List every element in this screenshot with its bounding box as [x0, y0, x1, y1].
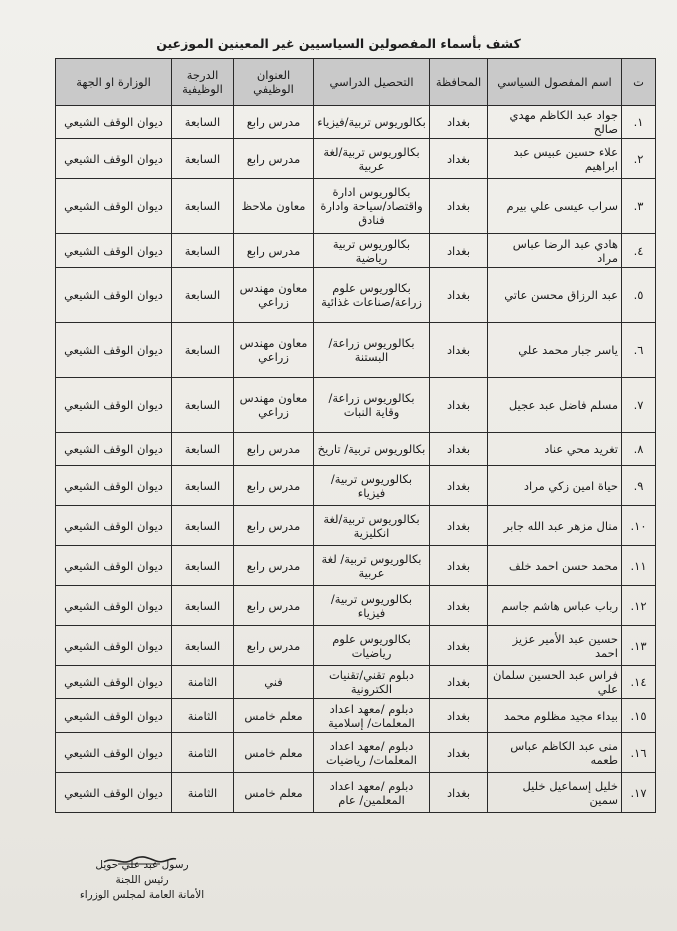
row-number: ١.: [622, 106, 656, 139]
table-row: [56, 466, 656, 506]
header-education: التحصيل الدراسي: [314, 59, 430, 106]
row-number: ٥.: [622, 268, 656, 323]
education-cell: بكالوريوس تربية/لغة انكليزية: [314, 506, 430, 546]
job-title-cell: معاون مهندس زراعي: [234, 323, 314, 378]
signatory-role: رئيس اللجنة: [115, 874, 169, 886]
job-title-cell: مدرس رابع: [234, 433, 314, 466]
table-row: [56, 773, 656, 813]
education-cell: بكالوريوس زراعة/ البستنة: [314, 323, 430, 378]
person-name: حسين عبد الأمير عزيز احمد: [488, 626, 622, 666]
governorate-cell: بغداد: [430, 586, 488, 626]
person-name: جواد عبد الكاظم مهدي صالح: [488, 106, 622, 139]
row-number: ١٠.: [622, 506, 656, 546]
ministry-cell: ديوان الوقف الشيعي: [56, 546, 172, 586]
governorate-cell: بغداد: [430, 433, 488, 466]
person-name: عبد الرزاق محسن عاتي: [488, 268, 622, 323]
signatory-name: رسول عبد علي حويل: [95, 859, 189, 871]
ministry-cell: ديوان الوقف الشيعي: [56, 586, 172, 626]
row-number: ١٦.: [622, 733, 656, 773]
row-number: ٦.: [622, 323, 656, 378]
table-row: [56, 506, 656, 546]
grade-cell: السابعة: [172, 106, 234, 139]
person-name: خليل إسماعيل خليل سمين: [488, 773, 622, 813]
governorate-cell: بغداد: [430, 139, 488, 179]
grade-cell: السابعة: [172, 506, 234, 546]
governorate-cell: بغداد: [430, 179, 488, 234]
row-number: ١٤.: [622, 666, 656, 699]
job-title-cell: معاون مهندس زراعي: [234, 268, 314, 323]
person-name: ياسر جبار محمد علي: [488, 323, 622, 378]
table-row: [56, 378, 656, 433]
grade-cell: السابعة: [172, 433, 234, 466]
table-row: [56, 139, 656, 179]
governorate-cell: بغداد: [430, 378, 488, 433]
grade-cell: السابعة: [172, 179, 234, 234]
job-title-cell: مدرس رابع: [234, 139, 314, 179]
job-title-cell: معاون ملاحظ: [234, 179, 314, 234]
roster-table: [55, 58, 656, 813]
education-cell: دبلوم /معهد اعداد المعلمات/ رياضيات: [314, 733, 430, 773]
grade-cell: الثامنة: [172, 733, 234, 773]
grade-cell: السابعة: [172, 234, 234, 268]
job-title-cell: مدرس رابع: [234, 586, 314, 626]
header-job-title: العنوان الوظيفي: [234, 59, 314, 106]
signature-block: [62, 858, 222, 903]
ministry-cell: ديوان الوقف الشيعي: [56, 506, 172, 546]
table-row: [56, 179, 656, 234]
grade-cell: السابعة: [172, 268, 234, 323]
governorate-cell: بغداد: [430, 666, 488, 699]
table-row: [56, 733, 656, 773]
person-name: علاء حسين عبيس عبد ابراهيم: [488, 139, 622, 179]
education-cell: بكالوريوس علوم زراعة/صناعات غذائية: [314, 268, 430, 323]
job-title-cell: معلم خامس: [234, 773, 314, 813]
governorate-cell: بغداد: [430, 466, 488, 506]
table-row: [56, 323, 656, 378]
education-cell: بكالوريوس زراعة/وقاية النبات: [314, 378, 430, 433]
header-governorate: المحافظة: [430, 59, 488, 106]
row-number: ١٧.: [622, 773, 656, 813]
education-cell: بكالوريوس تربية/فيزياء: [314, 106, 430, 139]
person-name: مسلم فاضل عبد عجيل: [488, 378, 622, 433]
ministry-cell: ديوان الوقف الشيعي: [56, 433, 172, 466]
ministry-cell: ديوان الوقف الشيعي: [56, 268, 172, 323]
job-title-cell: مدرس رابع: [234, 106, 314, 139]
row-number: ٣.: [622, 179, 656, 234]
job-title-cell: معاون مهندس زراعي: [234, 378, 314, 433]
governorate-cell: بغداد: [430, 234, 488, 268]
person-name: منى عبد الكاظم عباس طعمه: [488, 733, 622, 773]
person-name: سراب عيسى علي بيرم: [488, 179, 622, 234]
education-cell: بكالوريوس ادارة واقتصاد/سياحة وادارة فنادق: [314, 179, 430, 234]
governorate-cell: بغداد: [430, 323, 488, 378]
person-name: حياة امين زكي مراد: [488, 466, 622, 506]
header-grade: الدرجة الوظيفية: [172, 59, 234, 106]
grade-cell: السابعة: [172, 323, 234, 378]
table-row: [56, 234, 656, 268]
job-title-cell: مدرس رابع: [234, 466, 314, 506]
row-number: ٧.: [622, 378, 656, 433]
row-number: ١٥.: [622, 699, 656, 733]
person-name: هادي عبد الرضا عباس مراد: [488, 234, 622, 268]
row-number: ١٣.: [622, 626, 656, 666]
education-cell: دبلوم /معهد اعداد المعلمات/ إسلامية: [314, 699, 430, 733]
grade-cell: الثامنة: [172, 666, 234, 699]
person-name: رباب عباس هاشم جاسم: [488, 586, 622, 626]
education-cell: بكالوريوس تربية/لغة عربية: [314, 139, 430, 179]
row-number: ٢.: [622, 139, 656, 179]
row-number: ٩.: [622, 466, 656, 506]
row-number: ١١.: [622, 546, 656, 586]
education-cell: بكالوريوس تربية/ فيزياء: [314, 466, 430, 506]
table-row: [56, 626, 656, 666]
grade-cell: الثامنة: [172, 773, 234, 813]
table-row: [56, 666, 656, 699]
grade-cell: السابعة: [172, 139, 234, 179]
ministry-cell: ديوان الوقف الشيعي: [56, 106, 172, 139]
ministry-cell: ديوان الوقف الشيعي: [56, 234, 172, 268]
header-name: اسم المفصول السياسي: [488, 59, 622, 106]
ministry-cell: ديوان الوقف الشيعي: [56, 699, 172, 733]
table-row: [56, 268, 656, 323]
education-cell: بكالوريوس تربية/ فيزياء: [314, 586, 430, 626]
job-title-cell: مدرس رابع: [234, 506, 314, 546]
job-title-cell: معلم خامس: [234, 699, 314, 733]
person-name: منال مزهر عبد الله جابر: [488, 506, 622, 546]
governorate-cell: بغداد: [430, 733, 488, 773]
row-number: ٤.: [622, 234, 656, 268]
grade-cell: السابعة: [172, 626, 234, 666]
job-title-cell: مدرس رابع: [234, 626, 314, 666]
education-cell: دبلوم تقني/تقنيات الكترونية: [314, 666, 430, 699]
header-no: ت: [622, 59, 656, 106]
person-name: بيداء مجيد مظلوم محمد: [488, 699, 622, 733]
governorate-cell: بغداد: [430, 546, 488, 586]
governorate-cell: بغداد: [430, 699, 488, 733]
document-title: كشف بأسماء المفصولين السياسيين غير المعينين الموزعين: [156, 36, 521, 51]
grade-cell: السابعة: [172, 466, 234, 506]
ministry-cell: ديوان الوقف الشيعي: [56, 773, 172, 813]
row-number: ١٢.: [622, 586, 656, 626]
row-number: ٨.: [622, 433, 656, 466]
job-title-cell: فني: [234, 666, 314, 699]
job-title-cell: معلم خامس: [234, 733, 314, 773]
person-name: محمد حسن احمد خلف: [488, 546, 622, 586]
roster-body: [56, 106, 656, 813]
ministry-cell: ديوان الوقف الشيعي: [56, 179, 172, 234]
table-row: [56, 699, 656, 733]
education-cell: بكالوريوس علوم رياضيات: [314, 626, 430, 666]
organization-name: الأمانة العامة لمجلس الوزراء: [79, 889, 205, 901]
education-cell: بكالوريوس تربية/ لغة عربية: [314, 546, 430, 586]
grade-cell: السابعة: [172, 546, 234, 586]
governorate-cell: بغداد: [430, 268, 488, 323]
governorate-cell: بغداد: [430, 106, 488, 139]
ministry-cell: ديوان الوقف الشيعي: [56, 666, 172, 699]
job-title-cell: مدرس رابع: [234, 546, 314, 586]
grade-cell: السابعة: [172, 586, 234, 626]
table-header-row: [56, 59, 656, 106]
ministry-cell: ديوان الوقف الشيعي: [56, 139, 172, 179]
education-cell: بكالوريوس تربية/ تاريخ: [314, 433, 430, 466]
ministry-cell: ديوان الوقف الشيعي: [56, 733, 172, 773]
education-cell: بكالوريوس تربية رياضية: [314, 234, 430, 268]
table-row: [56, 106, 656, 139]
ministry-cell: ديوان الوقف الشيعي: [56, 626, 172, 666]
ministry-cell: ديوان الوقف الشيعي: [56, 378, 172, 433]
grade-cell: الثامنة: [172, 699, 234, 733]
person-name: تغريد محي عناد: [488, 433, 622, 466]
education-cell: دبلوم /معهد اعداد المعلمين/ عام: [314, 773, 430, 813]
person-name: فراس عبد الحسين سلمان علي: [488, 666, 622, 699]
ministry-cell: ديوان الوقف الشيعي: [56, 466, 172, 506]
table-row: [56, 546, 656, 586]
job-title-cell: مدرس رابع: [234, 234, 314, 268]
governorate-cell: بغداد: [430, 773, 488, 813]
governorate-cell: بغداد: [430, 626, 488, 666]
header-ministry: الوزارة او الجهة: [56, 59, 172, 106]
table-row: [56, 433, 656, 466]
table-row: [56, 586, 656, 626]
ministry-cell: ديوان الوقف الشيعي: [56, 323, 172, 378]
governorate-cell: بغداد: [430, 506, 488, 546]
grade-cell: السابعة: [172, 378, 234, 433]
